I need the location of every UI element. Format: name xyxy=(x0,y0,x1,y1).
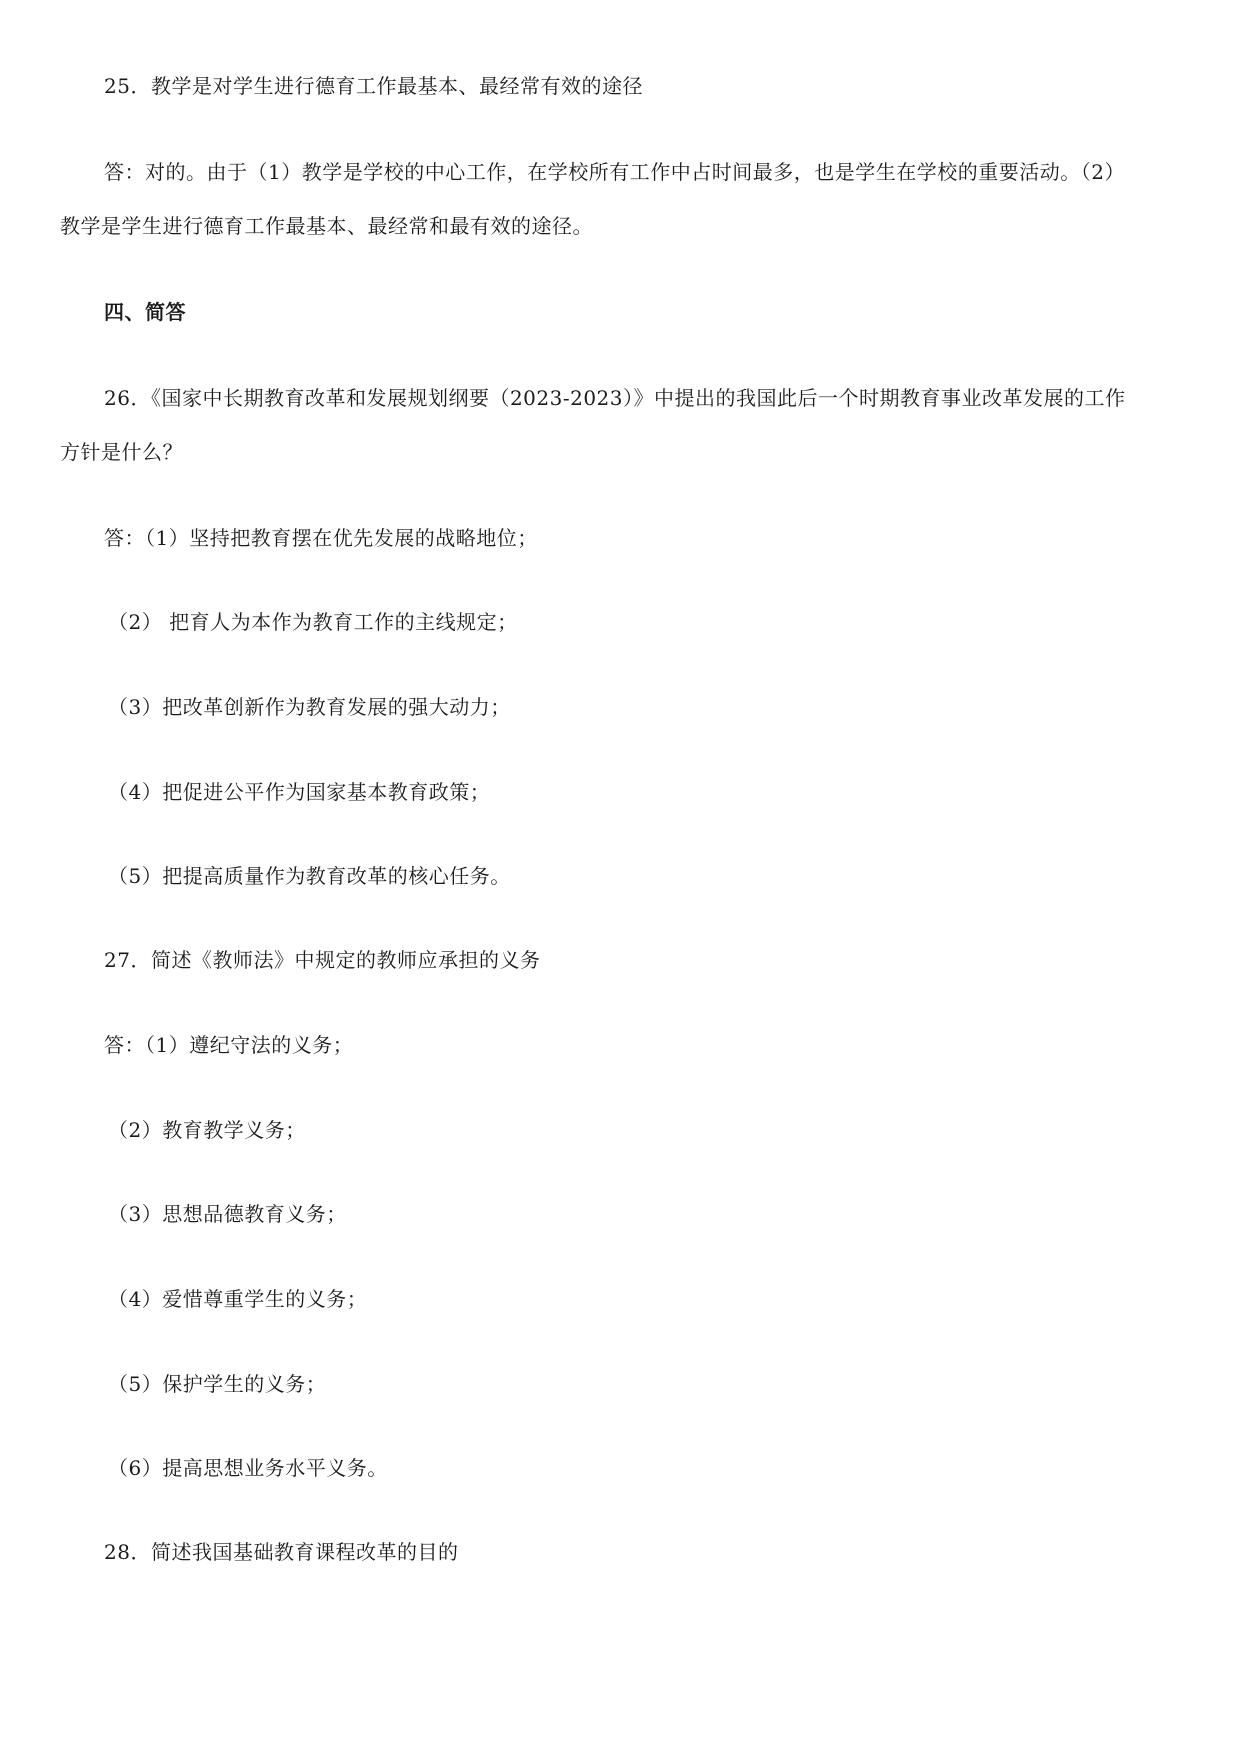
answer-27-item-6: （6）提高思想业务水平义务。 xyxy=(108,1456,388,1480)
question-28: 28．简述我国基础教育课程改革的目的 xyxy=(104,1540,459,1564)
question-27: 27．简述《教师法》中规定的教师应承担的义务 xyxy=(104,948,541,972)
question-26-line-1: 26．《国家中长期教育改革和发展规划纲要（2023-2023）》中提出的我国此后一个时期教育事业改革发展的工作 xyxy=(104,386,1126,410)
answer-27-item-5: （5）保护学生的义务； xyxy=(108,1372,327,1396)
answer-27-item-2: （2）教育教学义务； xyxy=(108,1118,306,1142)
answer-26-item-4: （4）把促进公平作为国家基本教育政策； xyxy=(108,780,491,804)
answer-25-line-2: 教学是学生进行德育工作最基本、最经常和最有效的途径。 xyxy=(60,214,593,238)
answer-27-item-4: （4）爱惜尊重学生的义务； xyxy=(108,1287,368,1311)
answer-26-item-1: 答：（1）坚持把教育摆在优先发展的战略地位； xyxy=(104,526,538,550)
answer-26-item-2: （2） 把育人为本作为教育工作的主线规定； xyxy=(108,610,518,634)
question-25: 25．教学是对学生进行德育工作最基本、最经常有效的途径 xyxy=(104,74,643,98)
section-heading: 四、简答 xyxy=(104,300,186,324)
answer-25-line-1: 答：对的。由于（1）教学是学校的中心工作，在学校所有工作中占时间最多，也是学生在学校的重要活动。（2） xyxy=(104,160,1125,184)
answer-27-item-3: （3）思想品德教育义务； xyxy=(108,1202,347,1226)
answer-26-item-5: （5）把提高质量作为教育改革的核心任务。 xyxy=(108,864,511,888)
answer-27-item-1: 答：（1）遵纪守法的义务； xyxy=(104,1033,354,1057)
question-26-line-2: 方针是什么？ xyxy=(60,440,183,464)
answer-26-item-3: （3）把改革创新作为教育发展的强大动力； xyxy=(108,695,511,719)
